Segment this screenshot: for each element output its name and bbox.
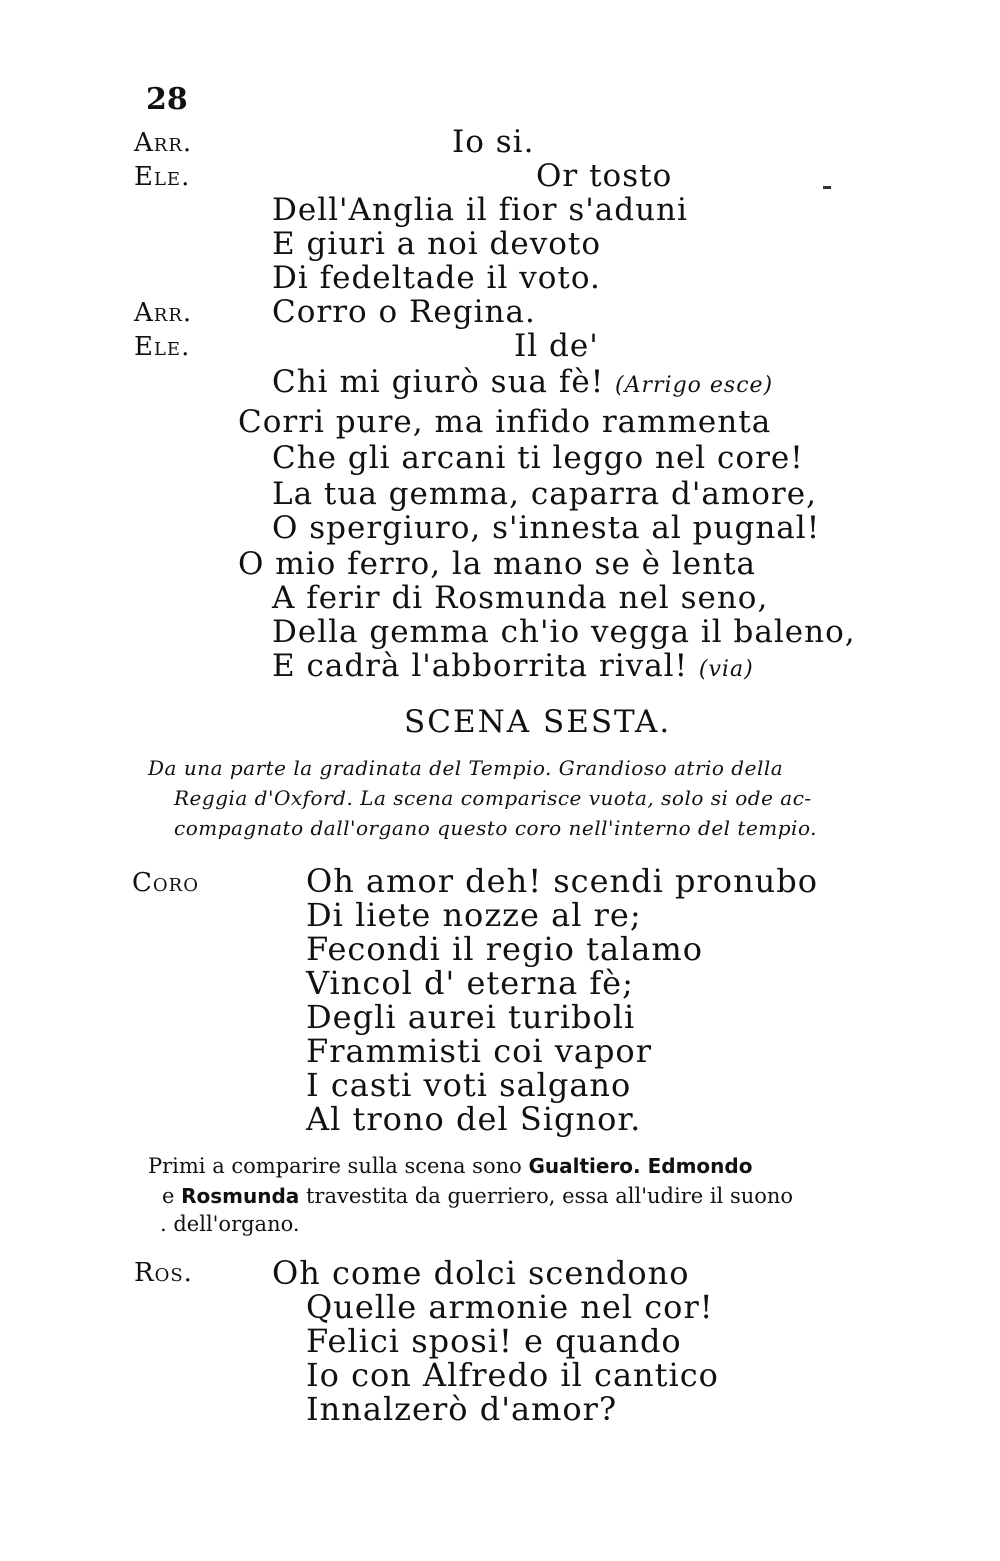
speaker-rosmunda: Ros.: [134, 1258, 193, 1288]
verse-line: Felici sposi! e quando: [306, 1322, 682, 1360]
verse-line: Quelle armonie nel cor!: [306, 1288, 714, 1326]
page-number: 28: [146, 82, 188, 117]
stage-note-line: [162, 1184, 793, 1208]
verse-line: La tua gemma, caparra d'amore,: [272, 476, 817, 512]
verse-line: Dell'Anglia il fior s'aduni: [272, 192, 688, 228]
stage-direction-line: Reggia d'Oxford. La scena comparisce vuota, solo si ode ac-: [174, 786, 812, 810]
verse-line: Degli aurei turiboli: [306, 998, 636, 1036]
ink-mark: [823, 186, 831, 189]
verse-line: Di fedeltade il voto.: [272, 260, 601, 296]
verse-line: Il de': [514, 328, 599, 364]
stage-note-line: [148, 1154, 752, 1178]
verse-line: Al trono del Signor.: [306, 1100, 642, 1138]
stage-direction-line: compagnato dall'organo questo coro nell'interno del tempio.: [174, 816, 817, 840]
verse-line: O mio ferro, la mano se è lenta: [238, 546, 757, 582]
verse-line: Di liete nozze al re;: [306, 896, 642, 934]
note-text: Primi a comparire sulla scena sono: [148, 1154, 529, 1178]
speaker-eleonora: Ele.: [134, 162, 191, 192]
verse-line: Oh come dolci scendono: [272, 1254, 690, 1292]
verse-line: Fecondi il regio talamo: [306, 930, 703, 968]
verse-line: A ferir di Rosmunda nel seno,: [272, 580, 769, 616]
verse-line: [272, 364, 773, 400]
verse-line: Della gemma ch'io vegga il baleno,: [272, 614, 856, 650]
note-text: e: [162, 1184, 182, 1208]
verse-line: Che gli arcani ti leggo nel core!: [272, 440, 804, 476]
verse-line: Frammisti coi vapor: [306, 1032, 652, 1070]
verse-line: Io si.: [452, 124, 535, 160]
verse-text: E cadrà l'abborrita rival!: [272, 648, 689, 684]
verse-line: Oh amor deh! scendi pronubo: [306, 862, 819, 900]
speaker-coro: Coro: [132, 868, 199, 898]
speaker-arrigo: Arr.: [134, 128, 193, 158]
verse-line: [272, 648, 754, 684]
stage-direction-line: Da una parte la gradinata del Tempio. Grandioso atrio della: [148, 756, 784, 780]
verse-line: E giuri a noi devoto: [272, 226, 602, 262]
stage-note: (via): [698, 657, 754, 682]
verse-line: Vincol d' eterna fè;: [306, 964, 634, 1002]
scene-title: SCENA SESTA.: [404, 704, 672, 740]
character-name: Rosmunda: [181, 1184, 300, 1208]
note-text: travestita da guerriero, essa all'udire il suono: [299, 1184, 794, 1208]
stage-note-line: . dell'organo.: [160, 1212, 300, 1236]
speaker-eleonora: Ele.: [134, 332, 191, 362]
speaker-arrigo: Arr.: [134, 298, 193, 328]
verse-line: I casti voti salgano: [306, 1066, 632, 1104]
verse-line: O spergiuro, s'innesta al pugnal!: [272, 510, 821, 546]
verse-text: Chi mi giurò sua fè!: [272, 364, 605, 400]
verse-line: Or tosto: [536, 158, 673, 194]
verse-line: Corri pure, ma infido rammenta: [238, 404, 772, 440]
stage-note: (Arrigo esce): [615, 373, 774, 398]
character-names: Gualtiero. Edmondo: [528, 1154, 753, 1178]
verse-line: Innalzerò d'amor?: [306, 1390, 618, 1428]
verse-line: Io con Alfredo il cantico: [306, 1356, 719, 1394]
verse-line: Corro o Regina.: [272, 294, 536, 330]
